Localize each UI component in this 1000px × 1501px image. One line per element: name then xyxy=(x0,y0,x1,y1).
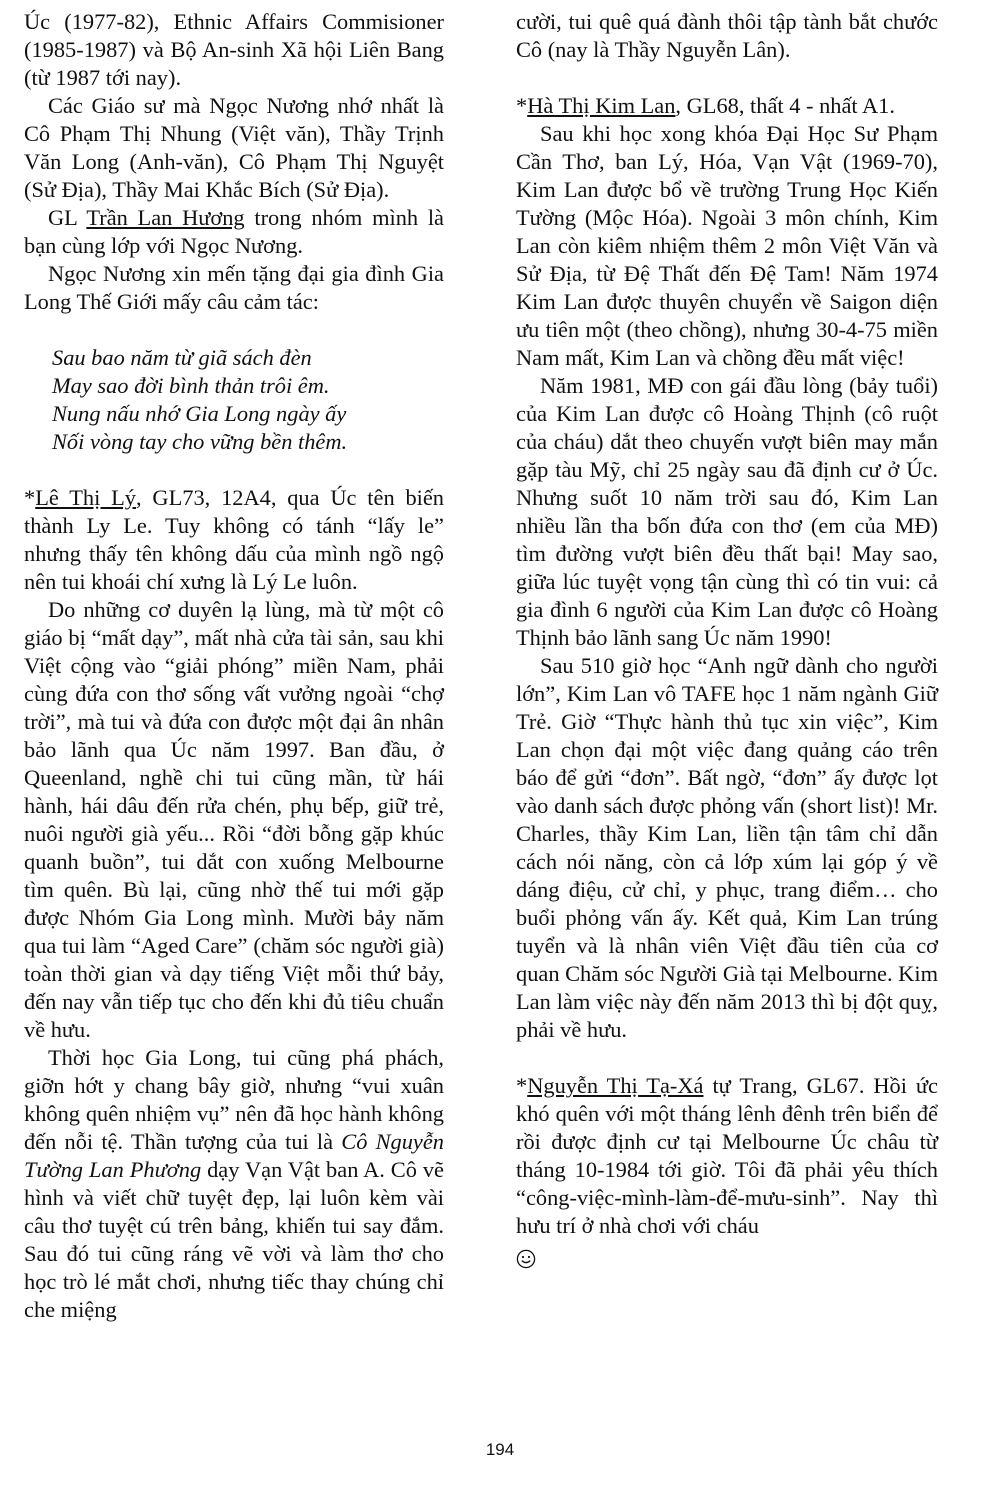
left-column xyxy=(24,8,444,1324)
poem-line: Nung nấu nhớ Gia Long ngày ấy xyxy=(52,401,347,426)
paragraph: Các Giáo sư mà Ngọc Nương nhớ nhất là Cô Phạm Thị Nhung (Việt văn), Thầy Trịnh Văn Long (Anh-văn), Cô Phạm Thị Nguyệt (Sử Địa), Thầy Mai Khắc Bích (Sử Địa). xyxy=(24,93,444,202)
paragraph: cười, tui quê quá đành thôi tập tành bắt chước Cô (nay là Thầy Nguyễn Lân). xyxy=(516,9,938,62)
paragraph: Sau 510 giờ học “Anh ngữ dành cho người lớn”, Kim Lan vô TAFE học 1 năm ngành Giữ Trẻ. Giờ “Thực hành thủ tục xin việc”, Kim Lan chọn đại một việc đang quảng cáo trên báo để gửi “đơn”. Bất ngờ, “đơn” ấy được lọt vào danh sách được phỏng vấn (short list)! Mr. Charles, thầy Kim Lan, liền tận tâm chỉ dẫn cách nói năng, còn cả lớp xúm lại góp ý về dáng điệu, cử chỉ, y phục, trang điểm… cho buổi phỏng vấn ấy. Kết quả, Kim Lan trúng tuyển và là nhân viên Việt đầu tiên của cơ quan Chăm sóc Người Già tại Melbourne. Kim Lan làm việc này đến năm 2013 thì bị đột quỵ, phải về hưu. xyxy=(516,653,938,1042)
text-run: trong nhóm mình là bạn cùng lớp với Ngọc Nương. xyxy=(24,205,444,258)
teacher-name: Cô Nguyễn Tường Lan Phương xyxy=(24,1129,444,1182)
person-name: Lê Thị Lý xyxy=(35,485,137,510)
paragraph: Do những cơ duyên lạ lùng, mà từ một cô giáo bị “mất dạy”, mất nhà cửa tài sản, sau khi Việt cộng vào “giải phóng” miền Nam, phải cùng đứa con thơ sống vất vưởng ngoài “chợ trời”, mà tui và đứa con được một đại ân nhân bảo lãnh qua Úc năm 1997. Ban đầu, ở Queenland, nghề chi tui cũng mần, từ hái hành, hái dâu đến rửa chén, phụ bếp, giữ trẻ, nuôi người già yếu... Rồi “đời bỗng gặp khúc quanh buồn”, tui dắt con xuống Melbourne tìm quên. Bù lại, cũng nhờ thế tui mới gặp được Nhóm Gia Long mình. Mười bảy năm qua tui làm “Aged Care” (chăm sóc người già) toàn thời gian và dạy tiếng Việt mỗi thứ bảy, đến nay vẫn tiếp tục cho đến khi đủ tiêu chuẩn về hưu. xyxy=(24,597,444,1042)
text-run: Thời học Gia Long, tui cũng phá phách, giỡn hớt y chang bây giờ, nhưng “vui xuân không quên nhiệm vụ” nên đã học hành không đến nỗi tệ. Thần tượng của tui là xyxy=(24,1045,444,1154)
spacer xyxy=(24,316,444,344)
smiley-row xyxy=(516,1240,938,1272)
spacer xyxy=(24,456,444,484)
text-run: , GL68, thất 4 - nhất A1. xyxy=(675,93,895,118)
text-run: * xyxy=(516,1073,528,1098)
paragraph: Năm 1981, MĐ con gái đầu lòng (bảy tuổi) của Kim Lan được cô Hoàng Thịnh (cô ruột của cháu) dắt theo chuyến vượt biên may mắn gặp tàu Mỹ, chỉ 25 ngày sau đã định cư ở Úc. Nhưng suốt 10 năm trời sau đó, Kim Lan nhiều lần tha bốn đứa con thơ (em của MĐ) tìm đường vượt biên đều thất bại! May sao, giữa lúc tuyệt vọng tận cùng thì có tin vui: cả gia đình 6 người của Kim Lan được cô Hoàng Thịnh bảo lãnh sang Úc năm 1990! xyxy=(516,373,938,650)
spacer xyxy=(516,1044,938,1072)
text-run: , GL73, 12A4, qua Úc tên biến thành Ly Le. Tuy không có tánh “lấy le” nhưng thấy tên không dấu của mình ngồ ngộ nên tui khoái chí xưng là Lý Le luôn. xyxy=(24,485,445,594)
text-run: tự Trang, GL67. Hồi ức khó quên với một tháng lênh đênh trên biển để rồi được định cư tại Melbourne Úc châu từ tháng 10-1984 tới giờ. Tôi đã phải yêu thích “công-việc-mình-làm-để-mưu-sinh”. Nay thì hưu trí ở nhà chơi với cháu xyxy=(516,1073,938,1238)
spacer xyxy=(516,64,938,92)
poem-line: May sao đời bình thản trôi êm. xyxy=(52,373,330,398)
text-run: GL xyxy=(48,205,87,230)
poem xyxy=(24,344,444,456)
text-run: dạy Vạn Vật ban A. Cô vẽ hình và viết chữ tuyệt đẹp, lại luôn kèm vài câu thơ tuyệt cú trên bảng, khiến tui say đắm. Sau đó tui cũng ráng vẽ vời và làm thơ cho học trò lé mắt chơi, nhưng tiếc thay chúng chỉ che miệng xyxy=(24,1157,444,1322)
poem-line: Nối vòng tay cho vững bền thêm. xyxy=(52,429,348,454)
person-name: Trần Lan Hương xyxy=(86,205,245,230)
page-number: 194 xyxy=(485,1440,515,1459)
text-run: * xyxy=(516,93,528,118)
paragraph: Úc (1977-82), Ethnic Affairs Commisioner (1985-1987) và Bộ An-sinh Xã hội Liên Bang (từ 1987 tới nay). xyxy=(24,9,444,90)
paragraph: Ngọc Nương xin mến tặng đại gia đình Gia Long Thế Giới mấy câu cảm tác: xyxy=(24,261,444,314)
paragraph xyxy=(24,1044,444,1324)
paragraph xyxy=(24,204,444,260)
right-column xyxy=(516,8,938,1272)
paragraph xyxy=(516,92,938,120)
paragraph xyxy=(24,484,444,596)
text-run: * xyxy=(24,485,36,510)
poem-line: Sau bao năm từ giã sách đèn xyxy=(52,345,312,370)
person-name: Nguyễn Thị Tạ-Xá xyxy=(527,1073,704,1098)
smiley-icon xyxy=(516,1249,536,1269)
paragraph: Sau khi học xong khóa Đại Học Sư Phạm Cần Thơ, ban Lý, Hóa, Vạn Vật (1969-70), Kim Lan được bổ về trường Trung Học Kiến Tường (Mộc Hóa). Ngoài 3 môn chính, Kim Lan còn kiêm nhiệm thêm 2 môn Việt Văn và Sử Địa, từ Đệ Thất đến Đệ Tam! Năm 1974 Kim Lan được thuyên chuyển về Saigon diện ưu tiên một (theo chồng), nhưng 30-4-75 miền Nam mất, Kim Lan và chồng đều mất việc! xyxy=(516,121,938,370)
paragraph xyxy=(516,1072,938,1240)
person-name: Hà Thị Kim Lan xyxy=(527,93,676,118)
